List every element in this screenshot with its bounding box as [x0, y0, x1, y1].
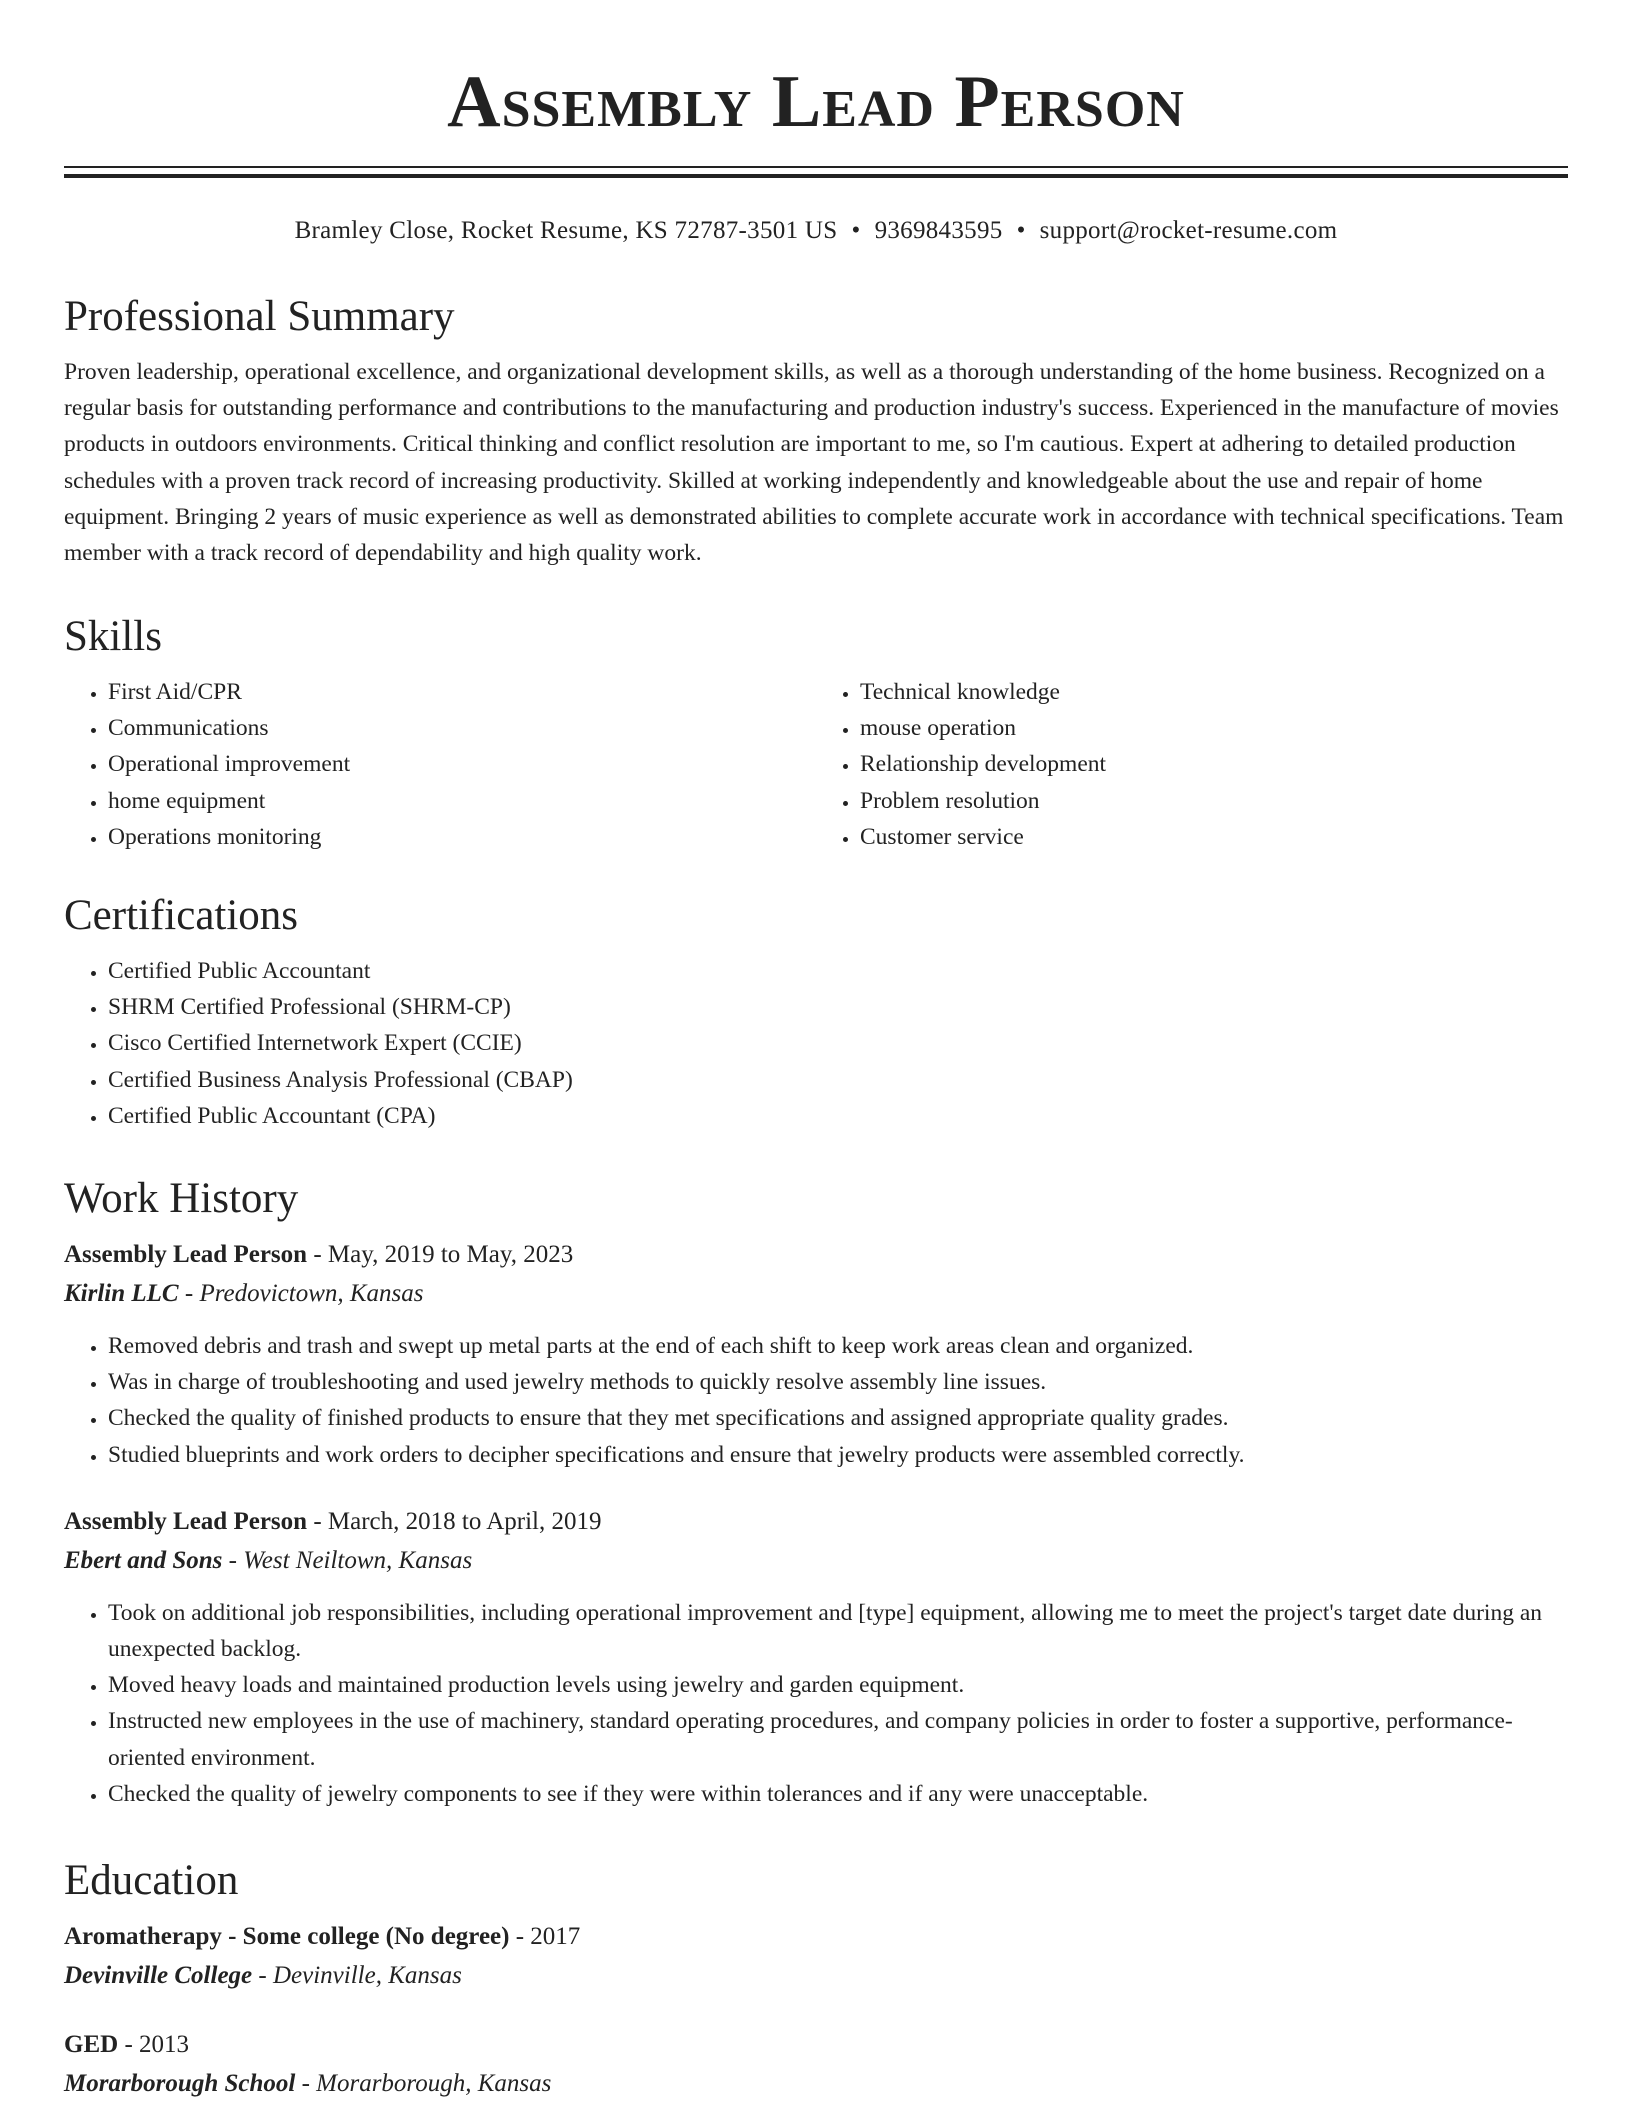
contact-line	[64, 214, 1568, 248]
header-divider-thick	[64, 174, 1568, 178]
contact-separator: •	[1016, 217, 1026, 244]
job-location: - Predovictown, Kansas	[178, 1280, 424, 1307]
skill-item: • home equipment	[108, 783, 816, 819]
certification-item: • SHRM Certified Professional (SHRM-CP)	[108, 989, 1568, 1025]
education-school: Devinville College	[64, 1962, 253, 1989]
job-bullet: • Checked the quality of jewelry components to see if they were within tolerances and if any were unacceptable.	[108, 1776, 1568, 1812]
job-entry	[64, 1503, 1568, 1812]
job-company: Kirlin LLC	[64, 1280, 179, 1307]
section-heading-education: Education	[64, 1857, 239, 1904]
job-company-line	[64, 1541, 1568, 1581]
contact-phone: 9369843595	[874, 217, 1003, 244]
certifications-list	[64, 953, 1568, 1134]
section-heading-summary: Professional Summary	[64, 293, 455, 340]
header-divider-thin	[64, 166, 1568, 168]
job-bullet: • Took on additional job responsibilities, including operational improvement and [type] equipment, allowing me to meet the project's target date during an unexpected backlog.	[108, 1595, 1568, 1667]
job-title-line	[64, 1236, 1568, 1274]
job-company: Ebert and Sons	[64, 1546, 223, 1574]
certification-item: • Certified Public Accountant	[108, 953, 1568, 989]
education-degree-line	[64, 1918, 1568, 1956]
skill-item: • First Aid/CPR	[108, 674, 816, 710]
certification-item: • Certified Public Accountant (CPA)	[108, 1098, 1568, 1134]
certification-item: • Cisco Certified Internetwork Expert (CCIE)	[108, 1025, 1568, 1061]
job-bullet: • Removed debris and trash and swept up metal parts at the end of each shift to keep work areas clean and organized.	[108, 1328, 1568, 1364]
education-school-line	[64, 1956, 1568, 1996]
section-heading-skills: Skills	[64, 613, 162, 660]
job-bullets	[64, 1328, 1568, 1473]
job-role: Assembly Lead Person	[64, 1241, 308, 1268]
job-location: - West Neiltown, Kansas	[222, 1546, 473, 1574]
skill-item: • Customer service	[860, 819, 1568, 855]
job-bullet: • Studied blueprints and work orders to decipher specifications and ensure that jewelry products were assembled correctly.	[108, 1437, 1568, 1473]
job-dates: - May, 2019 to May, 2023	[307, 1241, 574, 1268]
contact-email: support@rocket-resume.com	[1039, 217, 1338, 244]
education-year: - 2013	[118, 2031, 190, 2058]
section-heading-certifications: Certifications	[64, 892, 299, 939]
skill-item: • Technical knowledge	[860, 674, 1568, 710]
skill-item: • Problem resolution	[860, 783, 1568, 819]
summary-text: Proven leadership, operational excellence, and organizational development skills, as well as a thorough understanding of the home business. Recognized on a regular basis for outstanding performance and contributions to the manufacturing and production industry's success. Experienced in the manufacture of movies products in outdoors environments. Critical thinking and conflict resolution are important to me, so I'm cautious. Expert at adhering to detailed production schedules with a proven track record of increasing productivity. Skilled at working independently and knowledgeable about the use and repair of home equipment. Bringing 2 years of music experience as well as demonstrated abilities to complete accurate work in accordance with technical specifications. Team member with a track record of dependability and high quality work.	[64, 359, 1564, 567]
contact-separator: •	[851, 217, 861, 244]
skill-item: • Operational improvement	[108, 746, 816, 782]
education-location: - Devinville, Kansas	[252, 1962, 462, 1989]
job-bullet: • Moved heavy loads and maintained production levels using jewelry and garden equipment.	[108, 1667, 1568, 1703]
job-dates: - March, 2018 to April, 2019	[307, 1507, 602, 1535]
education-school: Morarborough School	[64, 2070, 296, 2097]
job-bullet: • Was in charge of troubleshooting and used jewelry methods to quickly resolve assembly line issues.	[108, 1364, 1568, 1400]
resume-page	[64, 0, 1568, 2097]
skills-list-left	[64, 674, 816, 855]
job-role: Assembly Lead Person	[64, 1507, 308, 1535]
education-year: - 2017	[509, 1923, 581, 1950]
job-title-line	[64, 1503, 1568, 1541]
education-section	[64, 1856, 1568, 2104]
contact-address: Bramley Close, Rocket Resume, KS 72787-3501 US	[294, 217, 838, 244]
skill-item: • Relationship development	[860, 746, 1568, 782]
skill-item: • mouse operation	[860, 710, 1568, 746]
work-history-section	[64, 1174, 1568, 1812]
education-degree: GED	[64, 2031, 119, 2058]
certifications-section	[64, 891, 1568, 1134]
summary-section	[64, 292, 1568, 571]
education-school-line	[64, 2064, 1568, 2104]
skill-item: • Communications	[108, 710, 816, 746]
education-degree: Aromatherapy - Some college (No degree)	[64, 1923, 510, 1950]
education-location: - Morarborough, Kansas	[295, 2070, 552, 2097]
job-bullet: • Checked the quality of finished products to ensure that they met specifications and assigned appropriate quality grades.	[108, 1400, 1568, 1436]
skill-item: • Operations monitoring	[108, 819, 816, 855]
certification-item: • Certified Business Analysis Professional (CBAP)	[108, 1062, 1568, 1098]
job-company-line	[64, 1274, 1568, 1314]
job-bullet: • Instructed new employees in the use of machinery, standard operating procedures, and company policies in order to foster a supportive, performance-oriented environment.	[108, 1703, 1568, 1775]
skills-section	[64, 612, 1568, 855]
job-entry	[64, 1236, 1568, 1473]
education-degree-line	[64, 2026, 1568, 2064]
education-entry	[64, 2026, 1568, 2104]
section-heading-work-history: Work History	[64, 1175, 299, 1222]
resume-name: Assembly Lead Person	[447, 61, 1185, 143]
skills-list-right	[816, 674, 1568, 855]
education-entry	[64, 1918, 1568, 1996]
job-bullets	[64, 1595, 1568, 1812]
